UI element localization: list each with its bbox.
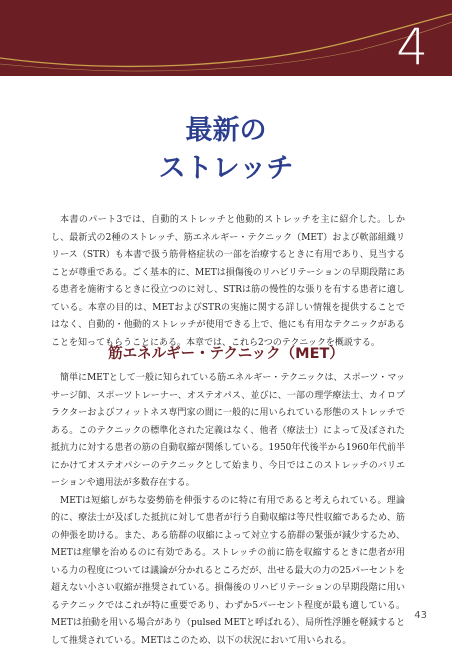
- page-number: 43: [414, 610, 427, 621]
- decorative-swoosh-lines: [0, 0, 452, 76]
- body-paragraph: METは短縮しがちな姿勢筋を伸張するのに特に有用であると考えられている。理論的に、療法士が及ぼした抵抗に対して患者が行う自動収縮は等尺性収縮であるため、筋の伸張を助ける。また、ある筋群の収縮によって対立する筋群の緊張が減少するため、METは痙攣を治めるのに有効である。ストレッチの前に筋を収縮するときに患者が用いる力の程度については議論が分かれるところだが、出せる最大の力の25パーセントを超えない小さい収縮が推奨されている。損傷後のリハビリテーションの早期段階に用いるテクニックではこれが特に重要であり、わずか5パーセント程度が最も適している。METは拍動を用いる場合があり（pulsed METと呼ばれる）、局所性浮腫を軽減するとして推奨されている。METはこのため、以下の状況において用いられる。: [51, 495, 405, 646]
- intro-paragraph: 本書のパート3では、自動的ストレッチと他動的ストレッチを主に紹介した。しかし、最新式の2種のストレッチ、筋エネルギー・テクニック（MET）および軟部組織リリース（STR）も本書で扱う筋骨格症状の一部を治療するときに有用であり、見当することが尊重である。ごく基本的に、METは損傷後のリハビリテーションの早期段階にある患者を施術するときに役立つのに対し、STRは筋の慢性的な張りを有する患者に適している。本章の目的は、METおよびSTRの実施に関する詳しい情報を提供することではなく、自動的・他動的ストレッチが使用できる上で、他にも有用なテクニックがあることを知ってもらうことにある。本章では、これら2つのテクニックを概説する。: [51, 215, 405, 348]
- section-heading: 筋エネルギー・テクニック（MET）: [108, 346, 344, 362]
- chapter-number: 4: [396, 18, 428, 76]
- body-paragraph: 簡単にMETとして一般に知られている筋エネルギー・テクニックは、スポーツ・マッサージ師、スポーツトレーナー、オステオパス、並びに、一部の理学療法士、カイロプラクターおよびフィットネス専門家の間に一般的に用いられている形態のストレッチである。このテクニックの標準化された定義はなく、他者（療法士）によって及ぼされた抵抗力に対する患者の筋の自動収縮が関係している。1950年代後半から1960年代前半にかけてオステオパシーのテクニックとして始まり、今日ではこのストレッチのバリエーションや適用法が多数存在する。: [51, 373, 405, 488]
- chapter-title: [0, 112, 452, 188]
- section-body: [51, 370, 405, 650]
- chapter-title-line-2: ストレッチ: [158, 153, 294, 184]
- chapter-title-line-1: 最新の: [185, 115, 267, 146]
- chapter-header-band: [0, 0, 452, 76]
